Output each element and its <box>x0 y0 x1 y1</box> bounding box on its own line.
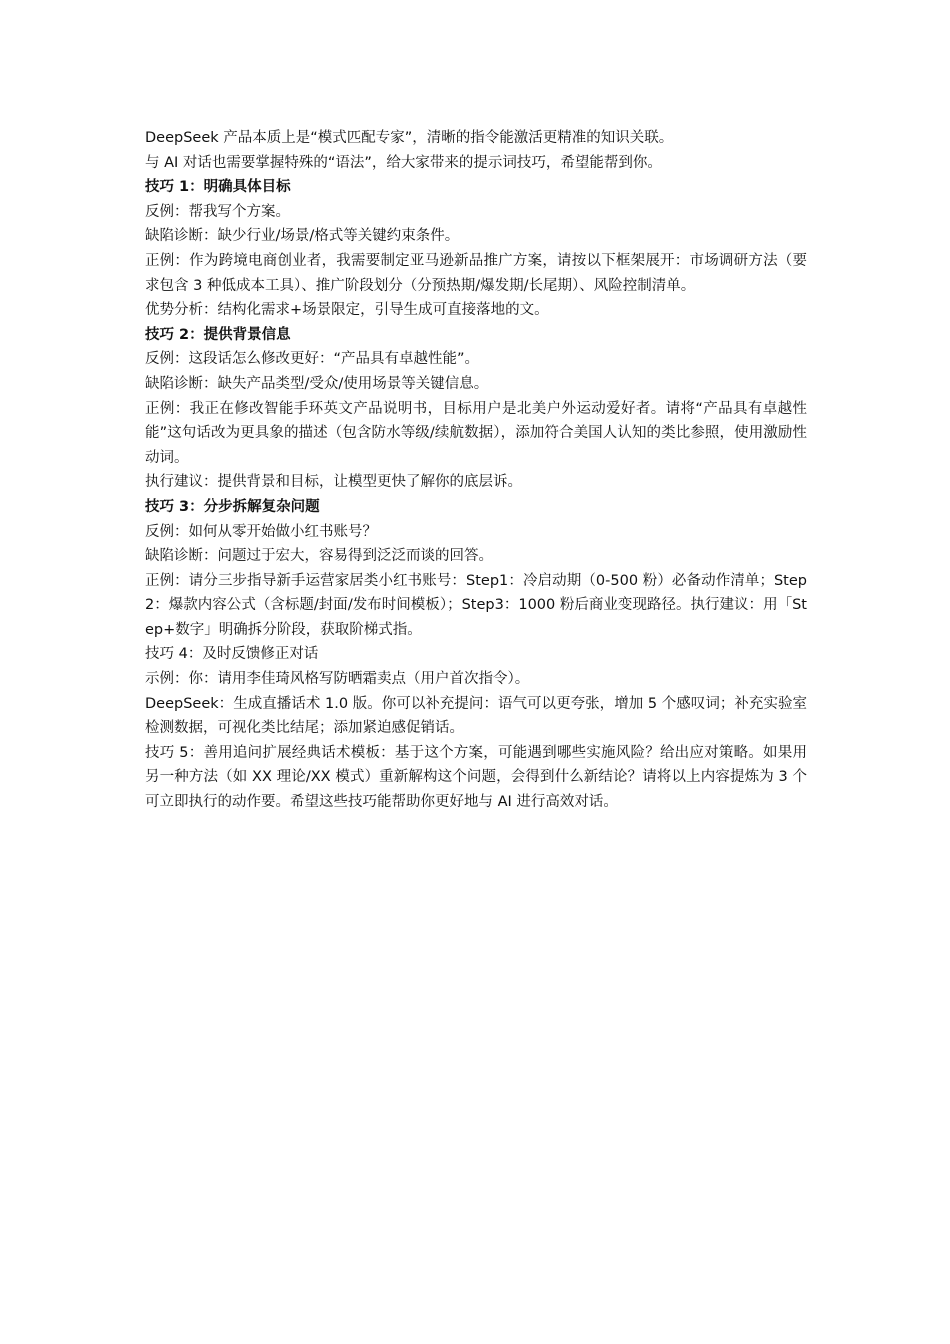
document-body <box>145 126 807 815</box>
body-paragraph: DeepSeek：生成直播话术 1.0 版。你可以补充提问：语气可以更夸张，增加 5 个感叹词；补充实验室检测数据，可视化类比结尾；添加紧迫感促销话。 <box>145 695 807 737</box>
body-paragraph: 示例：你：请用李佳琦风格写防晒霜卖点（用户首次指令）。 <box>145 671 530 688</box>
body-paragraph: 正例：我正在修改智能手环英文产品说明书，目标用户是北美户外运动爱好者。请将“产品具有卓越性能”这句话改为更具象的描述（包含防水等级/续航数据），添加符合美国人认知的类比参照，使用激励性动词。 <box>145 400 807 466</box>
body-paragraph: 正例：请分三步指导新手运营家居类小红书账号：Step1：冷启动期（0-500 粉）必备动作清单；Step2：爆款内容公式（含标题/封面/发布时间模板）；Step3：1000 粉后商业变现路径。执行建议：用「Step+数字」明确拆分阶段，获取阶梯式指。 <box>145 572 807 638</box>
body-paragraph: 反例：这段话怎么修改更好：“产品具有卓越性能”。 <box>145 351 480 368</box>
intro-paragraph: DeepSeek 产品本质上是“模式匹配专家”，清晰的指令能激活更精准的知识关联。 <box>145 130 674 146</box>
body-paragraph: 技巧 5：善用追问扩展经典话术模板：基于这个方案，可能遇到哪些实施风险？给出应对策略。如果用另一种方法（如 XX 理论/XX 模式）重新解构这个问题，会得到什么新结论？请将以上内容提炼为 3 个可立即执行的动作要。希望这些技巧能帮助你更好地与 AI 进行高效对话。 <box>145 744 807 811</box>
section-heading-tip-4: 技巧 4：及时反馈修正对话 <box>145 646 319 663</box>
body-paragraph: 反例：帮我写个方案。 <box>145 203 290 220</box>
body-paragraph: 优势分析：结构化需求+场景限定，引导生成可直接落地的文。 <box>145 302 549 319</box>
body-paragraph: 缺陷诊断：缺少行业/场景/格式等关键约束条件。 <box>145 228 460 245</box>
body-paragraph: 反例：如何从零开始做小红书账号？ <box>145 523 377 540</box>
body-paragraph: 执行建议：提供背景和目标，让模型更快了解你的底层诉。 <box>145 474 522 491</box>
section-heading-tip-1: 技巧 1：明确具体目标 <box>145 179 291 196</box>
body-paragraph: 缺陷诊断：缺失产品类型/受众/使用场景等关键信息。 <box>145 375 489 392</box>
intro-paragraph: 与 AI 对话也需要掌握特殊的“语法”，给大家带来的提示词技巧，希望能帮到你。 <box>145 154 662 171</box>
body-paragraph: 缺陷诊断：问题过于宏大，容易得到泛泛而谈的回答。 <box>145 548 493 565</box>
body-paragraph: 正例：作为跨境电商创业者，我需要制定亚马逊新品推广方案，请按以下框架展开：市场调研方法（要求包含 3 种低成本工具）、推广阶段划分（分预热期/爆发期/长尾期）、风险控制清单。 <box>145 252 807 294</box>
section-heading-tip-2: 技巧 2：提供背景信息 <box>145 326 291 343</box>
section-heading-tip-3: 技巧 3：分步拆解复杂问题 <box>145 498 320 515</box>
